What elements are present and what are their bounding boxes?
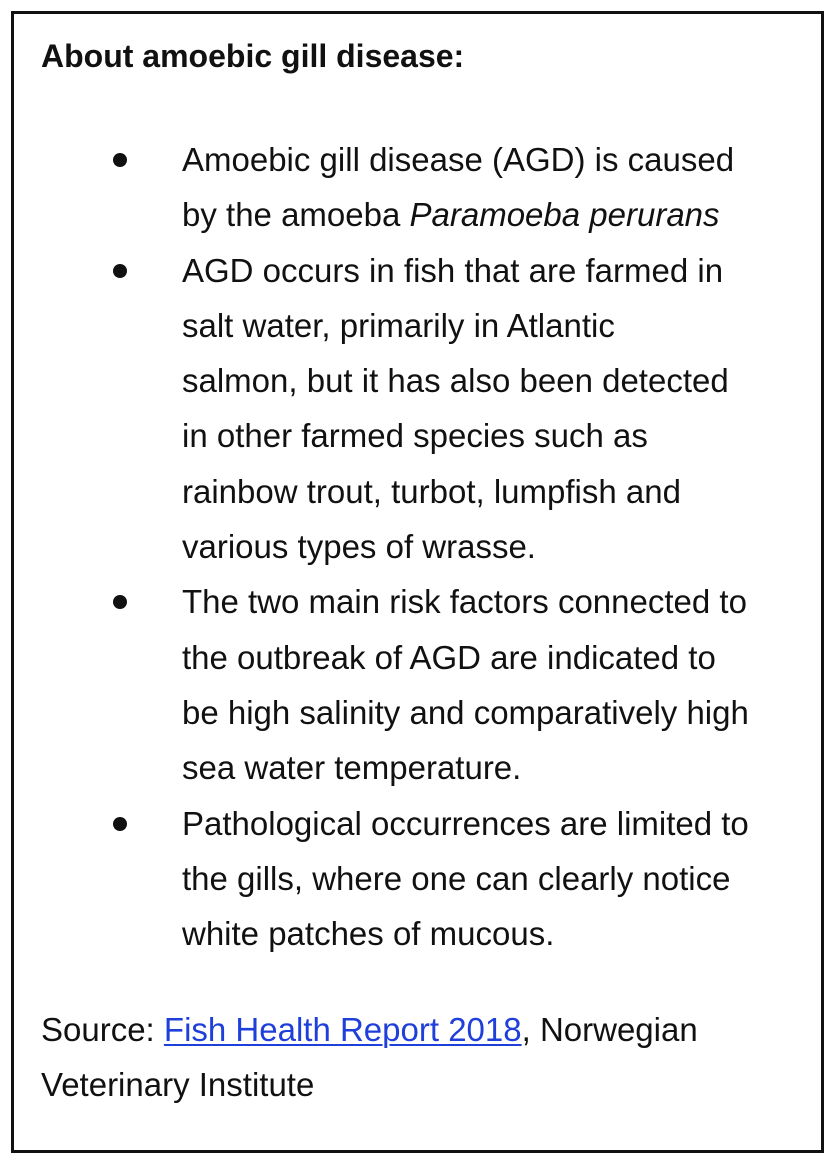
- bullet-line: rainbow trout, turbot, lumpfish and: [182, 472, 681, 510]
- bullet-line: The two main risk factors connected to: [182, 583, 747, 621]
- bullet-line: the outbreak of AGD are indicated to: [182, 638, 716, 676]
- bullet-line-text: Amoebic gill disease (AGD) is caused: [182, 141, 735, 178]
- bullet-line: [182, 132, 822, 187]
- source-line: Veterinary Institute: [41, 1066, 315, 1104]
- bullet-line-text: by the amoeba: [182, 196, 410, 234]
- bullet-item: [14, 243, 822, 575]
- box-title: About amoebic gill disease:: [41, 38, 465, 74]
- bullet-list: [14, 132, 822, 961]
- bullet-line: be high salinity and comparatively high: [182, 693, 749, 731]
- bullet-dot-icon: [113, 264, 127, 278]
- bullet-item: [14, 574, 822, 795]
- source-prefix: Source:: [41, 1011, 164, 1048]
- bullet-line: salt water, primarily in Atlantic: [182, 306, 615, 344]
- fish-health-report-link[interactable]: Fish Health Report 2018: [163, 1011, 522, 1048]
- bullet-line: [182, 187, 822, 242]
- bullet-line: AGD occurs in fish that are farmed in: [182, 251, 724, 289]
- bullet-line: white patches of mucous.: [182, 915, 555, 953]
- bullet-item: [14, 796, 822, 962]
- source-suffix: , Norwegian: [521, 1011, 698, 1048]
- species-name: Paramoeba perurans: [409, 196, 720, 234]
- bullet-line: Pathological occurrences are limited to: [182, 804, 749, 842]
- bullet-dot-icon: [113, 153, 127, 167]
- bullet-line: various types of wrasse.: [182, 528, 536, 566]
- bullet-dot-icon: [113, 817, 127, 831]
- source-line: [41, 1002, 698, 1057]
- bullet-line: sea water temperature.: [182, 749, 522, 787]
- source-citation: [41, 1002, 698, 1113]
- info-box: [11, 11, 824, 1153]
- bullet-item: [14, 132, 822, 243]
- bullet-line: the gills, where one can clearly notice: [182, 859, 731, 897]
- bullet-dot-icon: [113, 595, 127, 609]
- bullet-line: in other farmed species such as: [182, 417, 648, 455]
- bullet-line: salmon, but it has also been detected: [182, 362, 729, 400]
